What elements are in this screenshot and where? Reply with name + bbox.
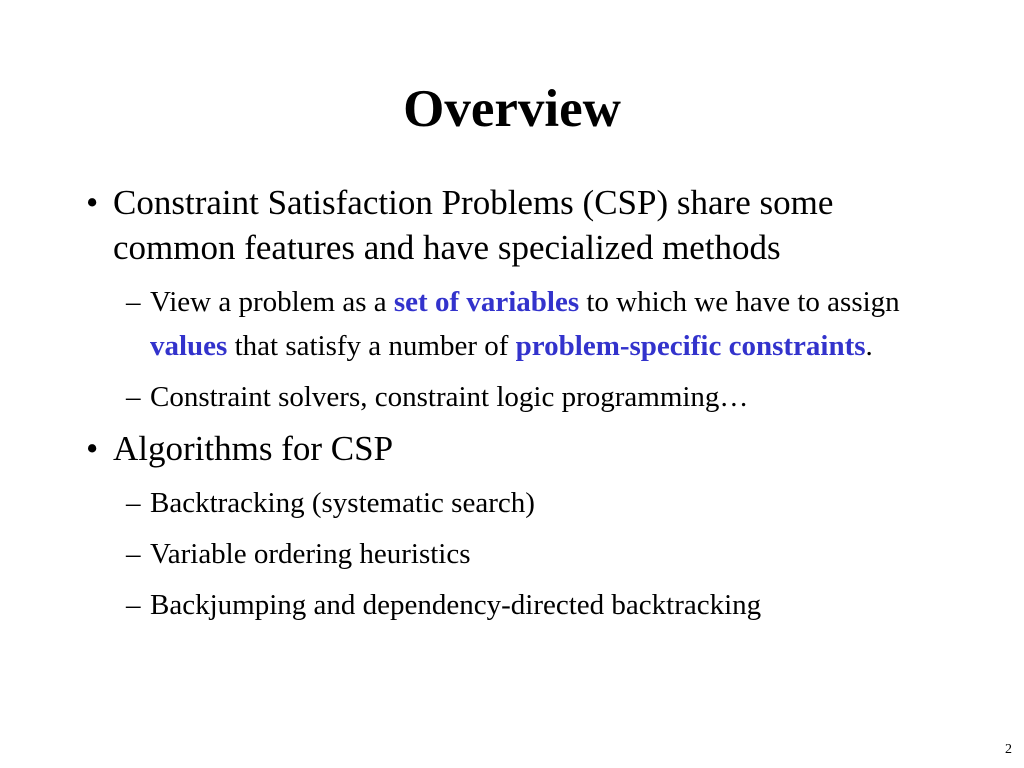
subitem-text: Variable ordering heuristics [150,538,471,570]
bullet-item-algorithms [86,426,956,471]
subitem-text: Backtracking (systematic search) [150,487,535,519]
subitem-text-part: View a problem as a [150,286,394,318]
dash-icon: – [126,286,141,318]
subitem-text-part: . [865,330,873,362]
subitem-text: Backjumping and dependency-directed backtracking [150,589,762,621]
subitem-backtracking [86,481,956,525]
dash-icon: – [126,538,141,570]
subitem-backjumping [86,583,956,627]
bullet-icon: • [86,429,99,468]
subitem-constraint-solvers [86,375,956,419]
dash-icon: – [126,589,141,621]
highlight-problem-specific-constraints: problem-specific constraints [515,330,866,362]
bullet-item-csp [86,180,956,270]
page-number: 2 [1005,742,1012,757]
subitem-variable-ordering [86,532,956,576]
bullet-text: Algorithms for CSP [113,429,394,468]
subitem-view-problem [86,280,956,368]
bullet-text: Constraint Satisfaction Problems (CSP) share some common features and have specialized methods [113,183,834,267]
bullet-icon: • [86,183,99,222]
highlight-values: values [150,330,228,362]
slide-body [86,180,956,634]
subitem-text: Constraint solvers, constraint logic programming… [150,381,749,413]
subitem-text-part: that satisfy a number of [227,330,516,362]
highlight-set-of-variables: set of variables [393,286,580,318]
subitem-text-part: to which we have to assign [579,286,900,318]
dash-icon: – [126,487,141,519]
dash-icon: – [126,381,141,413]
slide-title: Overview [403,80,621,138]
